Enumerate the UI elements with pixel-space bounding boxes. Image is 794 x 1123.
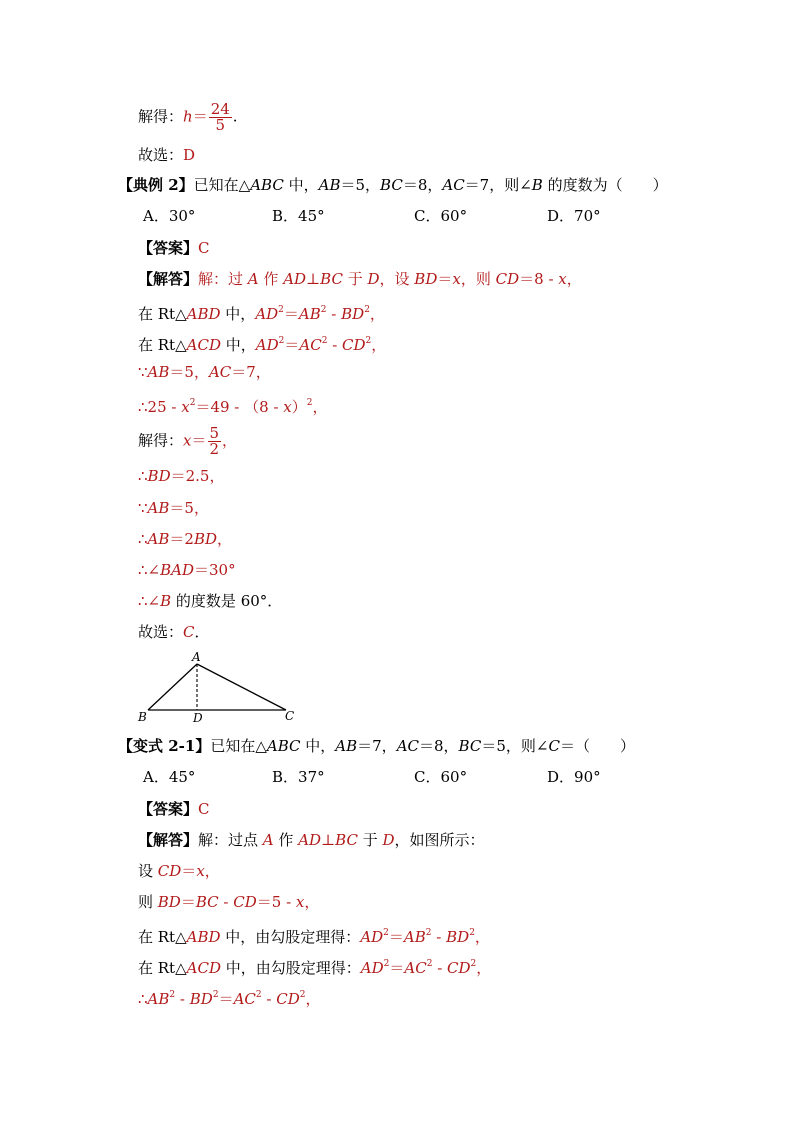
label-d: D [193,711,203,724]
q-text: ＝8， [402,176,443,194]
label-b: B [138,710,147,724]
q-text: ＝7， [357,737,397,755]
ex2-step-1 [138,300,794,324]
t: ， [566,270,582,288]
equals: ＝ [192,107,208,126]
v: x [295,893,305,911]
sup: 2 [383,928,389,938]
v: ABD [186,305,221,323]
t: ＝ [181,862,197,880]
t: ＝ [191,431,207,450]
t: - [326,305,342,323]
q-var: BC [380,176,403,194]
q-text: ＝（ ） [559,737,635,755]
t: - [175,990,190,1008]
v: BC [335,831,358,849]
sup: 2 [306,398,313,408]
v: CD [157,862,182,880]
v: BD [446,928,470,946]
t: ∴∠ [138,592,161,610]
answer-tag: 【答案】 [138,800,199,818]
v: x [452,270,461,288]
ex2-step-6 [138,466,794,486]
t: ＝ [389,959,405,977]
t: ＝ [388,928,404,946]
ex2-choice [138,622,794,642]
t: 在 Rt△ [138,305,187,323]
ex2-step-10 [138,591,794,611]
q-var: AC [396,737,419,755]
q-text: ＝7，则∠ [464,176,532,194]
v: CD [233,893,257,911]
side-ac [197,664,286,710]
t: - [327,336,343,354]
v: AB [403,928,426,946]
t: 在 Rt△ [138,336,187,354]
sup: 2 [425,928,432,938]
t: ＝2.5， [170,467,225,485]
variant21-analysis-line [138,830,794,850]
sup: 2 [320,305,327,315]
sup: 2 [469,928,475,938]
t: - [431,928,447,946]
v21-step-4 [138,954,794,978]
t: ＝5， [169,363,209,381]
example2-question [118,175,794,195]
analysis-tag: 【解答】 [138,831,199,849]
t: ， [222,431,238,450]
t: - [261,990,277,1008]
t: ， [312,398,328,416]
v: AD [360,959,384,977]
label-c: C [285,709,295,723]
var-h: h [183,107,193,126]
t: 解：过 [198,270,248,288]
ex2-step-8 [138,529,794,549]
period: . [232,107,238,126]
v: x [181,398,190,416]
t: ∵ [138,499,148,517]
q-var: AB [335,737,358,755]
example-tag: 【典例 2】 [118,176,194,194]
t: 的度数是 60°． [171,592,283,610]
t: ⊥ [321,831,336,849]
v: D [382,831,395,849]
t: ＝7， [231,363,271,381]
t: 故选： [138,623,184,641]
v: BD [147,467,171,485]
v: BD [189,990,213,1008]
t: ＝5， [169,499,209,517]
t: 在 Rt△ [138,928,187,946]
t: ⊥ [306,270,321,288]
v: AB [147,499,170,517]
v: AB [147,363,170,381]
v21-step-1 [138,861,794,881]
v: B [160,592,172,610]
t: ＝8 - [519,270,559,288]
t: ＝ [218,990,234,1008]
example2-analysis-line [138,269,794,289]
q-var: ABC [266,737,301,755]
t: ∴25 - [138,398,182,416]
t: ∴ [138,467,148,485]
q-text: 中， [283,176,319,194]
q-text: ＝8， [419,737,459,755]
sup: 2 [169,990,176,1000]
ex2-step-3 [138,362,794,382]
q-var: AC [442,176,465,194]
v: BC [320,270,343,288]
q-var: C [548,737,560,755]
sup: 2 [470,959,477,969]
sup: 2 [278,336,285,346]
fraction [208,426,222,457]
v: AB [298,305,321,323]
answer-value: C [198,800,210,818]
answer-tag: 【答案】 [138,239,199,257]
v: AB [147,530,170,548]
v: AC [208,363,232,381]
v: D [367,270,380,288]
v: C [183,623,195,641]
variant21-question [118,736,794,756]
v: AD [255,336,279,354]
answer-label: 故选： [138,146,184,164]
v: CD [342,336,366,354]
t: 中， [220,305,256,323]
solve-label: 解得： [138,107,184,126]
sup: 2 [189,398,196,408]
sup: 2 [212,990,219,1000]
t: ＝30° [194,561,236,579]
option-a: A．45° [143,768,196,786]
prev-solve-line [138,102,794,133]
t: ， [304,893,320,911]
t: 作 [258,270,284,288]
v: BD [157,893,181,911]
t: ，设 [379,270,415,288]
option-a: A．30° [143,207,196,225]
denominator: 2 [209,440,220,458]
ex2-step-9 [138,560,794,580]
t: - [432,959,448,977]
v: AD [255,305,279,323]
option-b: B．37° [272,768,325,786]
v: x [558,270,567,288]
t: ． [194,623,210,641]
ex2-step-5 [138,426,794,457]
t: ，则 [460,270,496,288]
ex2-step-4 [138,393,794,417]
v: CD [447,959,471,977]
label-a: A [192,650,201,664]
prev-answer-line [138,145,794,165]
side-ab [148,664,197,710]
t: ＝ [284,336,300,354]
t: ＝2 [169,530,194,548]
t: ＝ [437,270,453,288]
t: 设 [138,862,158,880]
v: ABD [186,928,221,946]
t: ， [476,959,492,977]
v: x [183,431,192,450]
q-text: 已知在△ [193,176,251,194]
v: BC [195,893,219,911]
numerator: 24 [210,100,230,118]
option-d: D．90° [547,768,601,786]
option-c: C．60° [414,207,468,225]
v: AD [283,270,307,288]
answer-value: D [183,146,196,164]
analysis-tag: 【解答】 [138,270,199,288]
fraction [209,102,232,133]
t: ＝ [180,893,196,911]
t: ＝49 - （8 - [195,398,284,416]
t: 中，由勾股定理得： [220,959,361,977]
answer-value: C [198,239,210,257]
v: x [283,398,292,416]
option-c: C．60° [414,768,468,786]
t: ， [217,530,233,548]
t: ， [371,336,387,354]
v: AC [299,336,322,354]
q-text: ＝5，则∠ [481,737,549,755]
v: AB [147,990,170,1008]
v: AC [404,959,427,977]
t: ） [291,398,307,416]
v21-step-3 [138,923,794,947]
t: ∴∠ [138,561,161,579]
t: ∵ [138,363,148,381]
t: 作 [273,831,299,849]
t: ， [474,928,490,946]
q-var: AB [318,176,341,194]
sup: 2 [278,305,284,315]
t: 解得： [138,431,184,450]
v21-step-5 [138,985,794,1009]
q-var: BC [458,737,482,755]
v: AD [298,831,322,849]
q-var: ABC [250,176,284,194]
option-d: D．70° [547,207,601,225]
numerator: 5 [209,424,220,442]
ex2-step-7 [138,498,794,518]
t: 则 [138,893,158,911]
sup: 2 [426,959,433,969]
t: 在 Rt△ [138,959,187,977]
t: ， [204,862,220,880]
v: CD [276,990,300,1008]
t: ， [305,990,321,1008]
variant21-answer [138,799,794,819]
t: ＝ [283,305,299,323]
variant-tag: 【变式 2-1】 [118,737,211,755]
sup: 2 [299,990,306,1000]
v: x [196,862,205,880]
ex2-step-2 [138,331,794,355]
t: 于 [357,831,383,849]
q-text: 的度数为（ ） [542,176,668,194]
v: BD [193,530,218,548]
q-text: 已知在△ [210,737,267,755]
triangle-figure [132,648,302,724]
v: AD [360,928,384,946]
v: BD [414,270,438,288]
t: ∴ [138,530,148,548]
t: 中， [220,336,256,354]
v: ACD [186,959,221,977]
v: BAD [160,561,195,579]
q-text: 中， [300,737,336,755]
v: A [262,831,274,849]
q-var: B [531,176,543,194]
t: 于 [342,270,368,288]
denominator: 5 [215,116,226,134]
v21-step-2 [138,892,794,912]
v: BD [341,305,365,323]
t: ， [369,305,385,323]
t: 解：过点 [198,831,263,849]
sup: 2 [321,336,328,346]
t: 中，由勾股定理得： [220,928,361,946]
v: A [247,270,259,288]
option-b: B．45° [272,207,325,225]
t: - [218,893,234,911]
t: ，如图所示： [394,831,485,849]
v: AC [233,990,256,1008]
example2-answer [138,238,794,258]
sup: 2 [255,990,262,1000]
v: CD [495,270,520,288]
sup: 2 [383,959,390,969]
t: ＝5 - [256,893,296,911]
q-text: ＝5， [340,176,381,194]
v: ACD [186,336,221,354]
t: ∴ [138,990,148,1008]
sup: 2 [365,336,372,346]
sup: 2 [364,305,370,315]
